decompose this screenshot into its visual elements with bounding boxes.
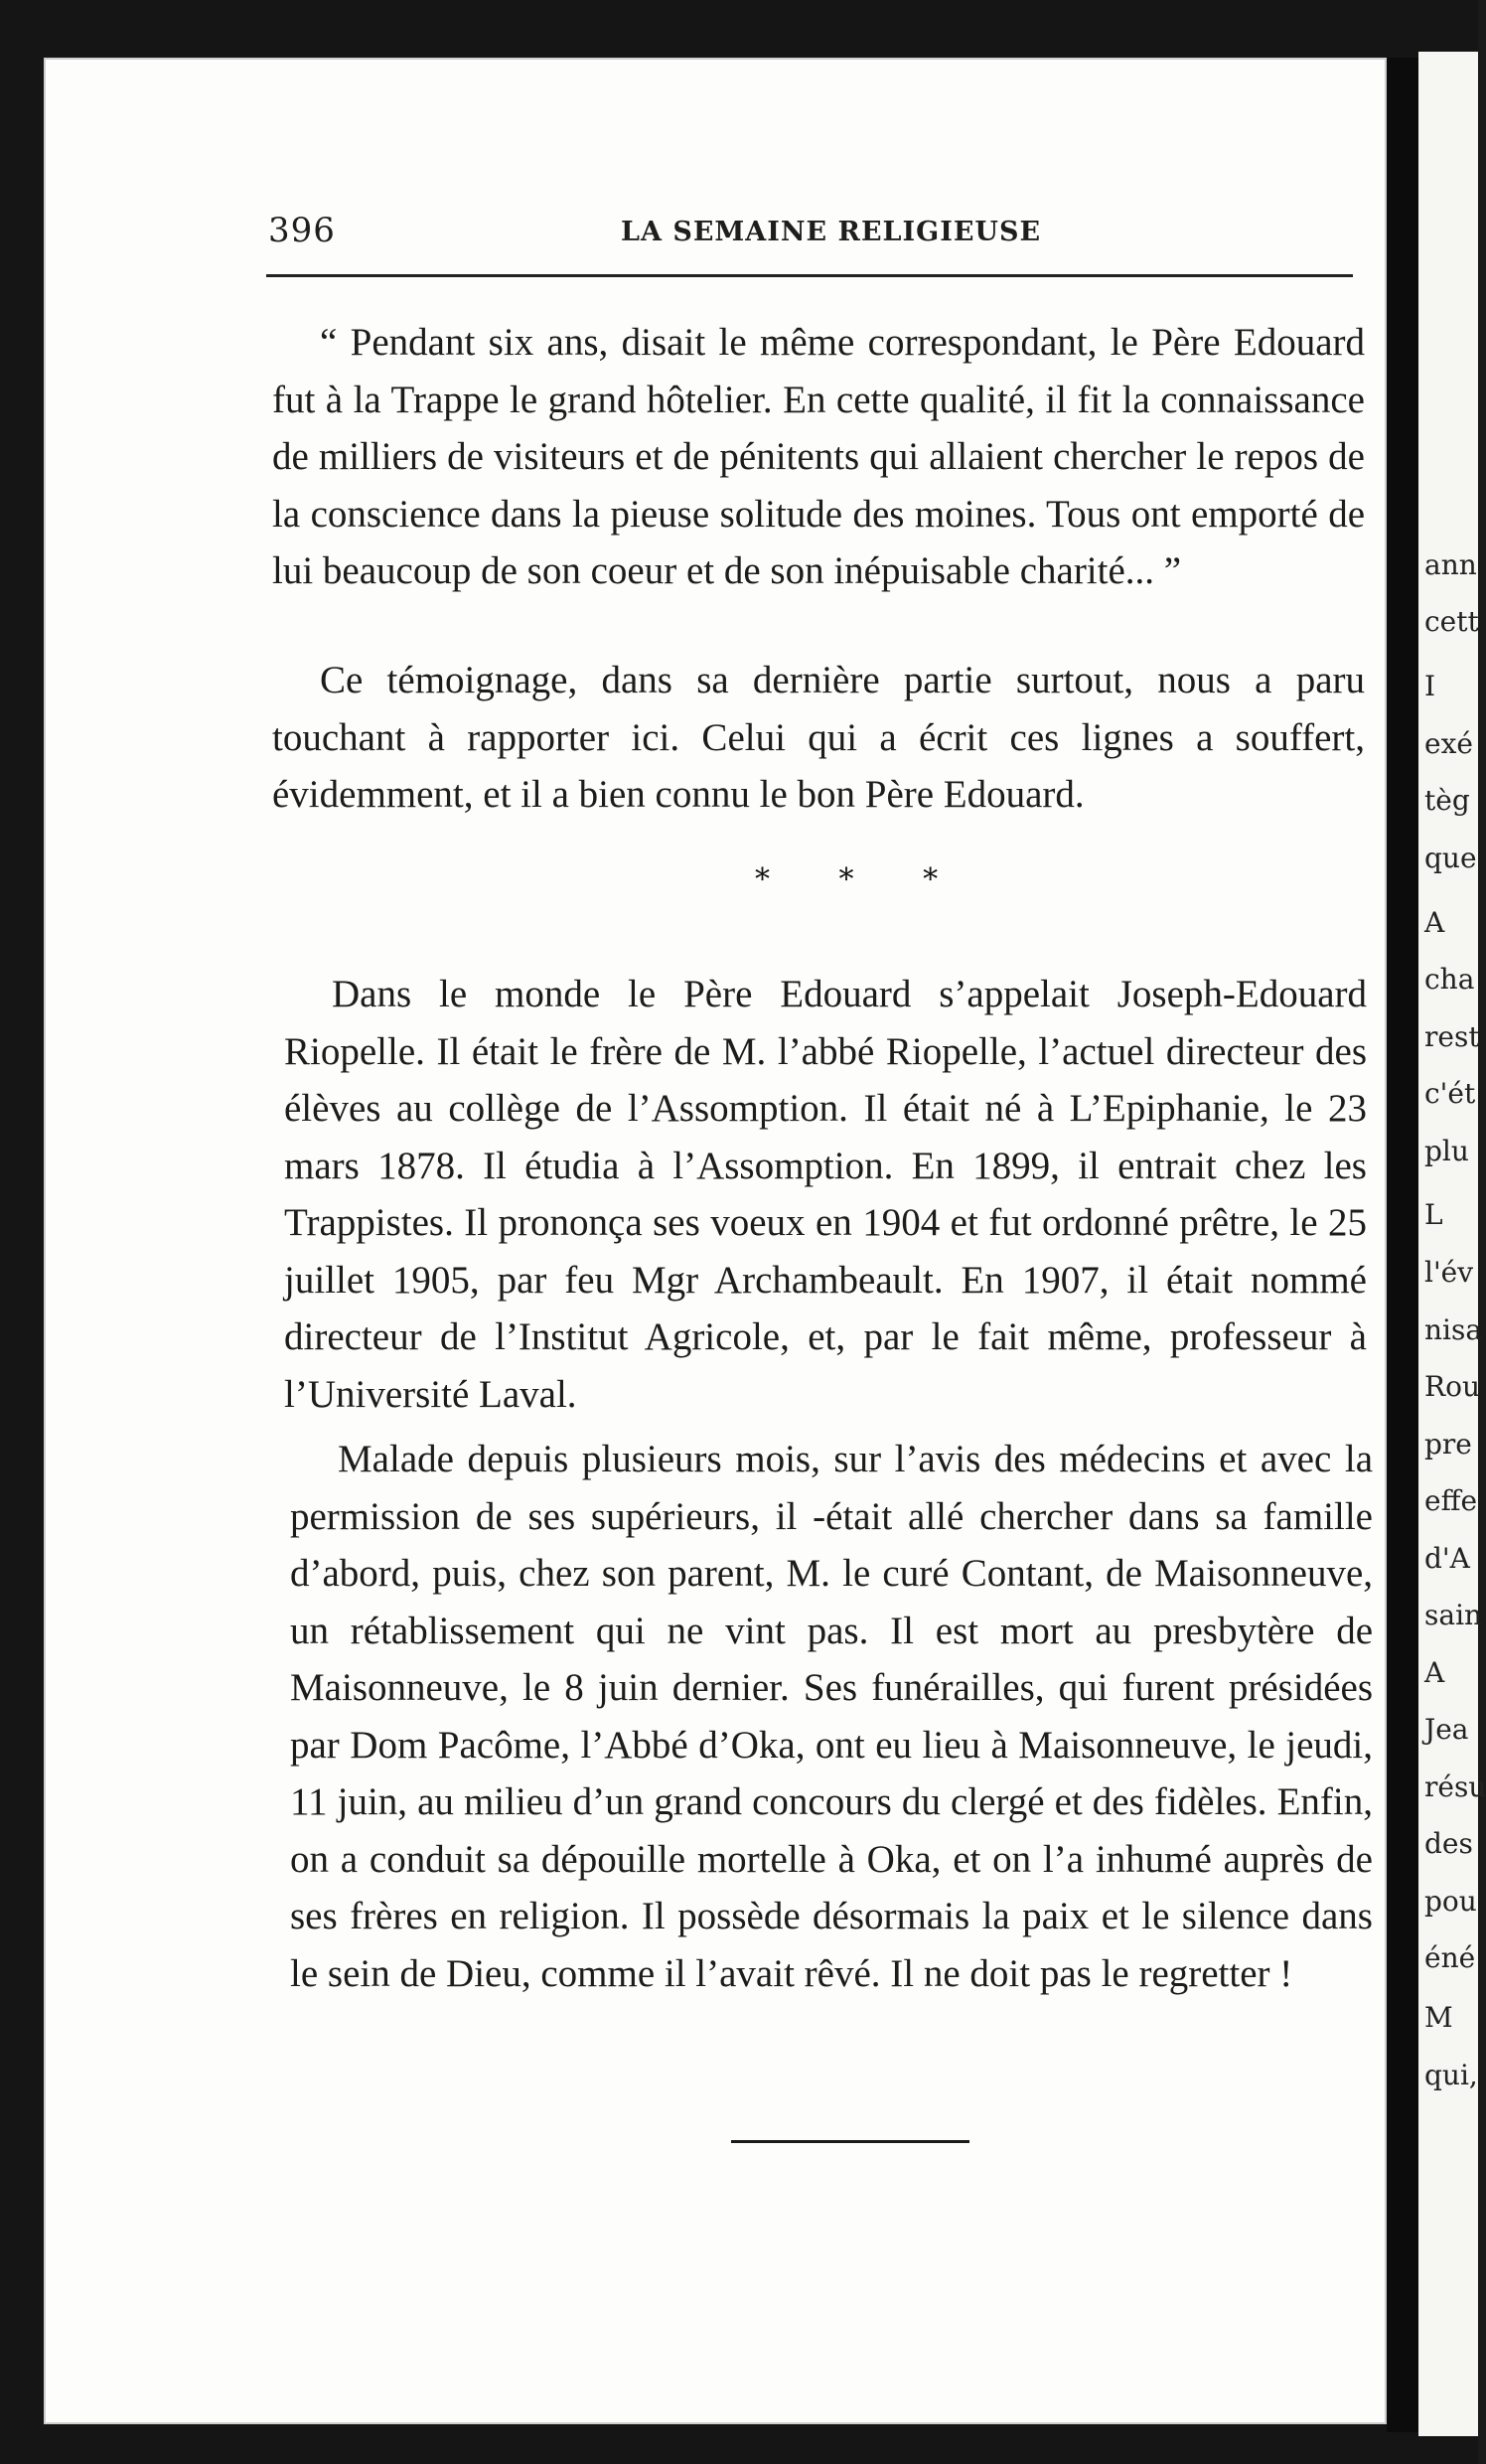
paragraph-biography xyxy=(284,966,1367,1423)
adjacent-fragment: cha xyxy=(1424,963,1475,996)
header-rule xyxy=(266,274,1353,277)
paragraph-text: Ce témoignage, dans sa dernière partie surtout, nous a paru touchant à rapporter ici. Celui qui a écrit ces lignes a souffert, évidemment, et il a bien connu le bon Père Edouard. xyxy=(272,659,1365,816)
adjacent-fragment: tèg xyxy=(1424,784,1470,817)
book-spine-gutter xyxy=(1387,58,1418,2432)
adjacent-fragment: A xyxy=(1424,1656,1445,1689)
adjacent-page-edge xyxy=(1418,52,1486,2436)
adjacent-fragment: ann xyxy=(1424,548,1477,581)
adjacent-fragment: qui, xyxy=(1424,2059,1478,2091)
adjacent-fragment: pou xyxy=(1424,1885,1477,1918)
adjacent-fragment: Rou xyxy=(1424,1370,1480,1403)
adjacent-fragment: sain xyxy=(1424,1599,1483,1631)
paragraph-text: Dans le monde le Père Edouard s’appelait Joseph-Edouard Riopelle. Il était le frère de M. l’abbé Riopelle, l’actuel directeur des élèves au collège de l’Assomption. Il était né à L’Epiphanie, le 23 mars 1878. Il étudia à l’Assomption. En 1899, il entrait chez les Trappistes. Il prononça ses voeux en 1904 et fut ordonné prêtre, le 25 juillet 1905, par feu Mgr Archambeault. En 1907, il était nommé directeur de l’Institut Agricole, et, par le fait même, professeur à l’Université Laval. xyxy=(284,973,1367,1416)
paragraph-text: “ Pendant six ans, disait le même correspondant, le Père Edouard fut à la Trappe le grand hôtelier. En cette qualité, il fit la connaissance de milliers de visiteurs et de pénitents qui allaient chercher le repos de la conscience dans la pieuse solitude des moines. Tous ont emporté de lui beaucoup de son coeur et de son inépuisable charité... ” xyxy=(272,321,1365,592)
adjacent-fragment: rest xyxy=(1424,1020,1480,1053)
adjacent-fragment: Jea xyxy=(1424,1713,1469,1746)
adjacent-fragment: résu xyxy=(1424,1771,1486,1803)
end-rule xyxy=(731,2140,969,2143)
adjacent-fragment: que xyxy=(1424,842,1477,874)
paragraph-text: Malade depuis plusieurs mois, sur l’avis des médecins et avec la permission de ses supérieurs, il -était allé chercher dans sa famille d’abord, puis, chez son parent, M. le curé Contant, de Maisonneuve, un rétablissement qui ne vint pas. Il est mort au presbytère de Maisonneuve, le 8 juin dernier. Ses funérailles, qui furent présidées par Dom Pacôme, l’Abbé d’Oka, ont eu lieu à Maisonneuve, le jeudi, 11 juin, au milieu d’un grand concours du clergé et des fidèles. Enfin, on a conduit sa dépouille mortelle à Oka, et on l’a inhumé auprès de ses frères en religion. Il possède désormais la paix et le silence dans le sein de Dieu, comme il l’avait rêvé. Il ne doit pas le regretter ! xyxy=(290,1438,1373,1995)
paragraph-quote xyxy=(272,314,1365,600)
paragraph-temoignage xyxy=(272,652,1365,824)
publication-title: LA SEMAINE RELIGIEUSE xyxy=(621,217,1042,247)
adjacent-fragment: effe xyxy=(1424,1484,1478,1517)
adjacent-fragment: éné xyxy=(1424,1941,1476,1974)
adjacent-fragment: c'ét xyxy=(1424,1077,1476,1110)
adjacent-fragment: plu xyxy=(1424,1135,1469,1167)
adjacent-fragment: A xyxy=(1424,906,1445,939)
adjacent-fragment: des xyxy=(1424,1827,1473,1860)
adjacent-fragment: nisa xyxy=(1424,1313,1483,1346)
adjacent-fragment: exé xyxy=(1424,727,1473,760)
adjacent-fragment: M xyxy=(1424,2001,1453,2034)
adjacent-fragment: pre xyxy=(1424,1428,1472,1461)
adjacent-fragment: cett xyxy=(1424,605,1479,638)
adjacent-fragment: L xyxy=(1424,1198,1443,1231)
paragraph-death xyxy=(290,1431,1373,2002)
adjacent-fragment: d'A xyxy=(1424,1542,1470,1575)
adjacent-fragment: I xyxy=(1424,670,1436,702)
page-number: 396 xyxy=(268,211,336,250)
section-break-asterism: * * * xyxy=(755,862,968,897)
adjacent-fragment: l'év xyxy=(1424,1256,1474,1289)
